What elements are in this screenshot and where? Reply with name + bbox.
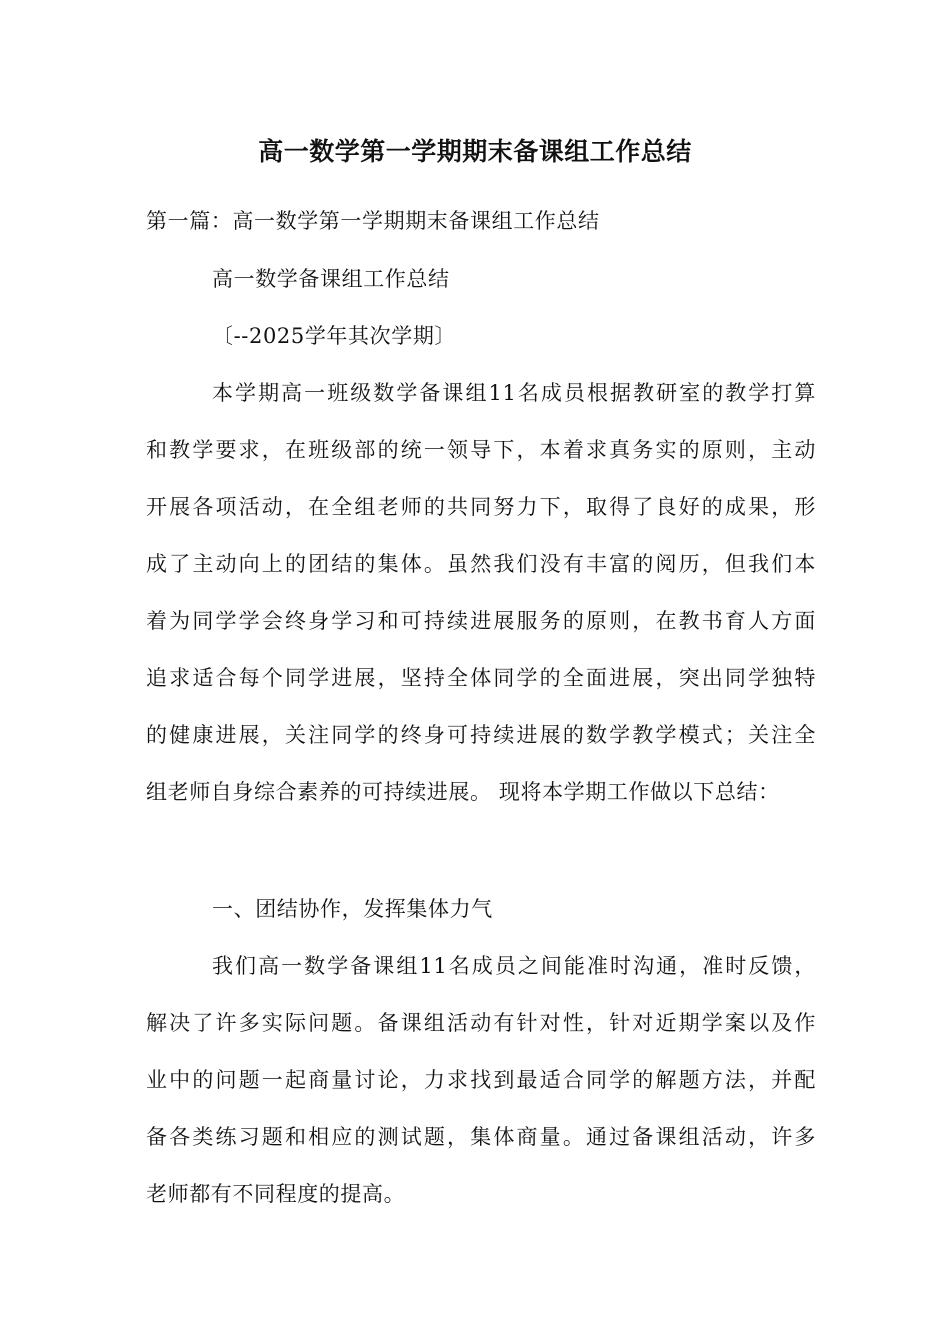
intro-line: 成了主动向上的团结的集体。虽然我们没有丰富的阅历，但我们本 — [146, 552, 816, 576]
intro-line: 组老师自身综合素养的可持续进展。 现将本学期工作做以下总结： — [146, 780, 780, 804]
term-note: 〔--2025学年其次学期〕 — [212, 324, 457, 348]
intro-line: 追求适合每个同学进展，坚持全体同学的全面进展，突出同学独特 — [146, 666, 816, 690]
document-title: 高一数学第一学期期末备课组工作总结 — [258, 137, 692, 166]
intro-line: 本学期高一班级数学备课组11名成员根据教研室的教学打算 — [212, 381, 816, 405]
section-heading: 一、团结协作，发挥集体力气 — [212, 897, 493, 921]
intro-line: 开展各项活动，在全组老师的共同努力下，取得了良好的成果，形 — [146, 495, 816, 519]
part-heading: 第一篇：高一数学第一学期期末备课组工作总结 — [146, 209, 600, 233]
section-line: 老师都有不同程度的提高。 — [146, 1182, 406, 1206]
intro-line: 着为同学学会终身学习和可持续进展服务的原则，在教书育人方面 — [146, 609, 816, 633]
section-line: 我们高一数学备课组11名成员之间能准时沟通，准时反馈， — [212, 954, 816, 978]
sub-title: 高一数学备课组工作总结 — [212, 267, 450, 291]
section-line: 业中的问题一起商量讨论，力求找到最适合同学的解题方法，并配 — [146, 1068, 816, 1092]
section-line: 备各类练习题和相应的测试题，集体商量。通过备课组活动，许多 — [146, 1125, 816, 1149]
section-line: 解决了许多实际问题。备课组活动有针对性，针对近期学案以及作 — [146, 1011, 816, 1035]
intro-line: 和教学要求，在班级部的统一领导下，本着求真务实的原则，主动 — [146, 438, 816, 462]
intro-line: 的健康进展，关注同学的终身可持续进展的数学教学模式；关注全 — [146, 723, 816, 747]
